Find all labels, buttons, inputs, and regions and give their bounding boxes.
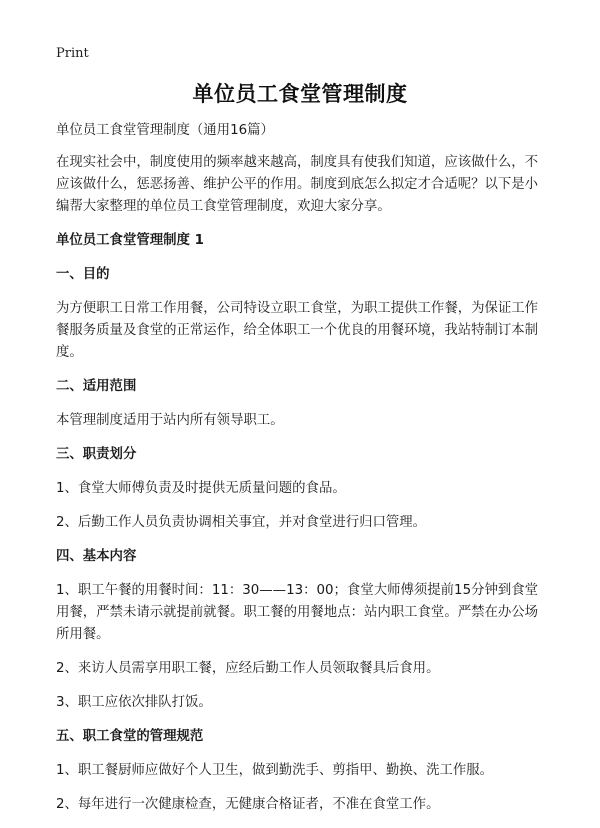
document-subtitle: 单位员工食堂管理制度（通用16篇） [56, 123, 274, 138]
paragraph: 为方便职工日常工作用餐，公司特设立职工食堂，为职工提供工作餐，为保证工作餐服务质量及食堂的正常运作，给全体职工一个优良的用餐环境，我站特制订本制度。 [56, 301, 539, 360]
section-heading-scope: 二、适用范围 [56, 379, 137, 394]
section-heading-purpose: 一、目的 [56, 267, 110, 282]
paragraph: 本管理制度适用于站内所有领导职工。 [56, 413, 284, 428]
paragraph: 1、职工午餐的用餐时间：11：30——13：00；食堂大师傅须提前15分钟到食堂用餐，严禁未请示就提前就餐。职工餐的用餐地点：站内职工食堂。严禁在办公场所用餐。 [56, 583, 539, 642]
section-heading-basic-content: 四、基本内容 [56, 549, 137, 564]
print-link[interactable]: Print [56, 46, 89, 61]
section-heading-responsibilities: 三、职责划分 [56, 447, 137, 462]
paragraph: 1、职工餐厨师应做好个人卫生，做到勤洗手、剪指甲、勤换、洗工作服。 [56, 763, 494, 778]
part-heading: 单位员工食堂管理制度 1 [56, 233, 204, 248]
paragraph: 3、职工应依次排队打饭。 [56, 695, 212, 710]
intro-paragraph: 在现实社会中，制度使用的频率越来越高，制度具有使我们知道，应该做什么，不应该做什么，惩恶扬善、维护公平的作用。制度到底怎么拟定才合适呢？以下是小编帮大家整理的单位员工食堂管理制度，欢迎大家分享。 [56, 155, 539, 214]
section-heading-canteen-rules: 五、职工食堂的管理规范 [56, 729, 204, 744]
page-title: 单位员工食堂管理制度 [192, 82, 408, 106]
paragraph: 2、后勤工作人员负责协调相关事宜，并对食堂进行归口管理。 [56, 515, 427, 530]
paragraph: 1、食堂大师傅负责及时提供无质量问题的食品。 [56, 481, 346, 496]
document-body [56, 120, 548, 828]
paragraph: 2、每年进行一次健康检查，无健康合格证者，不准在食堂工作。 [56, 797, 440, 812]
paragraph: 2、来访人员需享用职工餐，应经后勤工作人员领取餐具后食用。 [56, 661, 440, 676]
